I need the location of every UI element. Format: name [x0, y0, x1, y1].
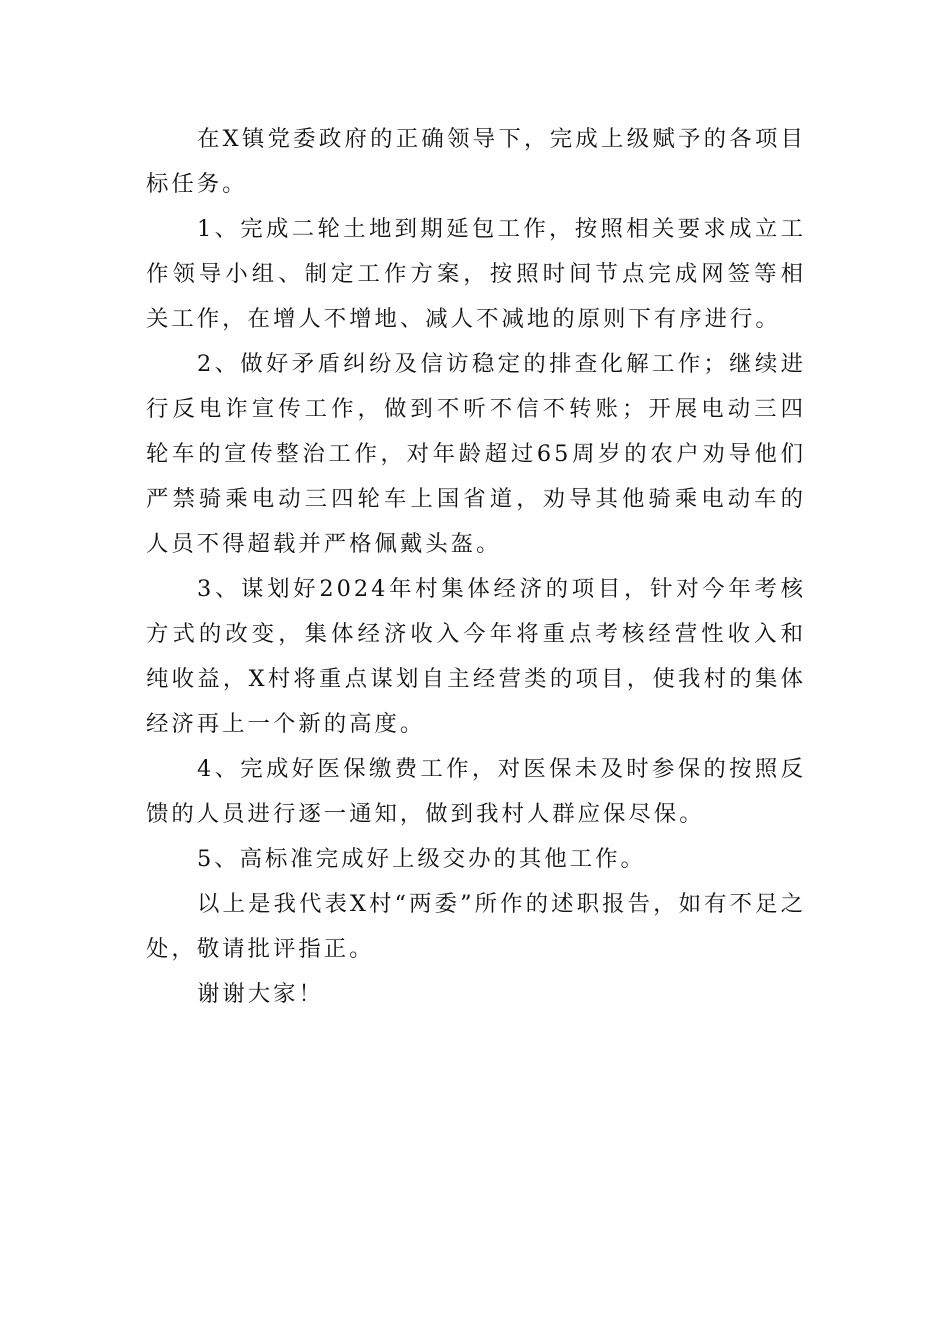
paragraph-item-5: 5、高标准完成好上级交办的其他工作。: [197, 846, 646, 872]
paragraph-item-2: 2、做好矛盾纠纷及信访稳定的排查化解工作；继续进行反电诈宣传工作，做到不听不信不转账；开展电动三四轮车的宣传整治工作，对年龄超过65周岁的农户劝导他们严禁骑乘电动三四轮车上国省道，劝导其他骑乘电动车的人员不得超载并严格佩戴头盔。: [146, 351, 806, 557]
paragraph-item-1: 1、完成二轮土地到期延包工作，按照相关要求成立工作领导小组、制定工作方案，按照时间节点完成网签等相关工作，在增人不增地、减人不减地的原则下有序进行。: [146, 216, 806, 332]
paragraph-item-3: 3、谋划好2024年村集体经济的项目，针对今年考核方式的改变，集体经济收入今年将重点考核经营性收入和纯收益，X村将重点谋划自主经营类的项目，使我村的集体经济再上一个新的高度。: [146, 576, 806, 737]
paragraph-thanks: 谢谢大家！: [197, 981, 324, 1007]
paragraph-closing: 以上是我代表X村“两委”所作的述职报告，如有不足之处，敬请批评指正。: [146, 891, 806, 962]
paragraph-intro: 在X镇党委政府的正确领导下，完成上级赋予的各项目标任务。: [146, 126, 806, 197]
document-body: [146, 117, 806, 1017]
paragraph-item-4: 4、完成好医保缴费工作，对医保未及时参保的按照反馈的人员进行逐一通知，做到我村人群应保尽保。: [146, 756, 806, 827]
